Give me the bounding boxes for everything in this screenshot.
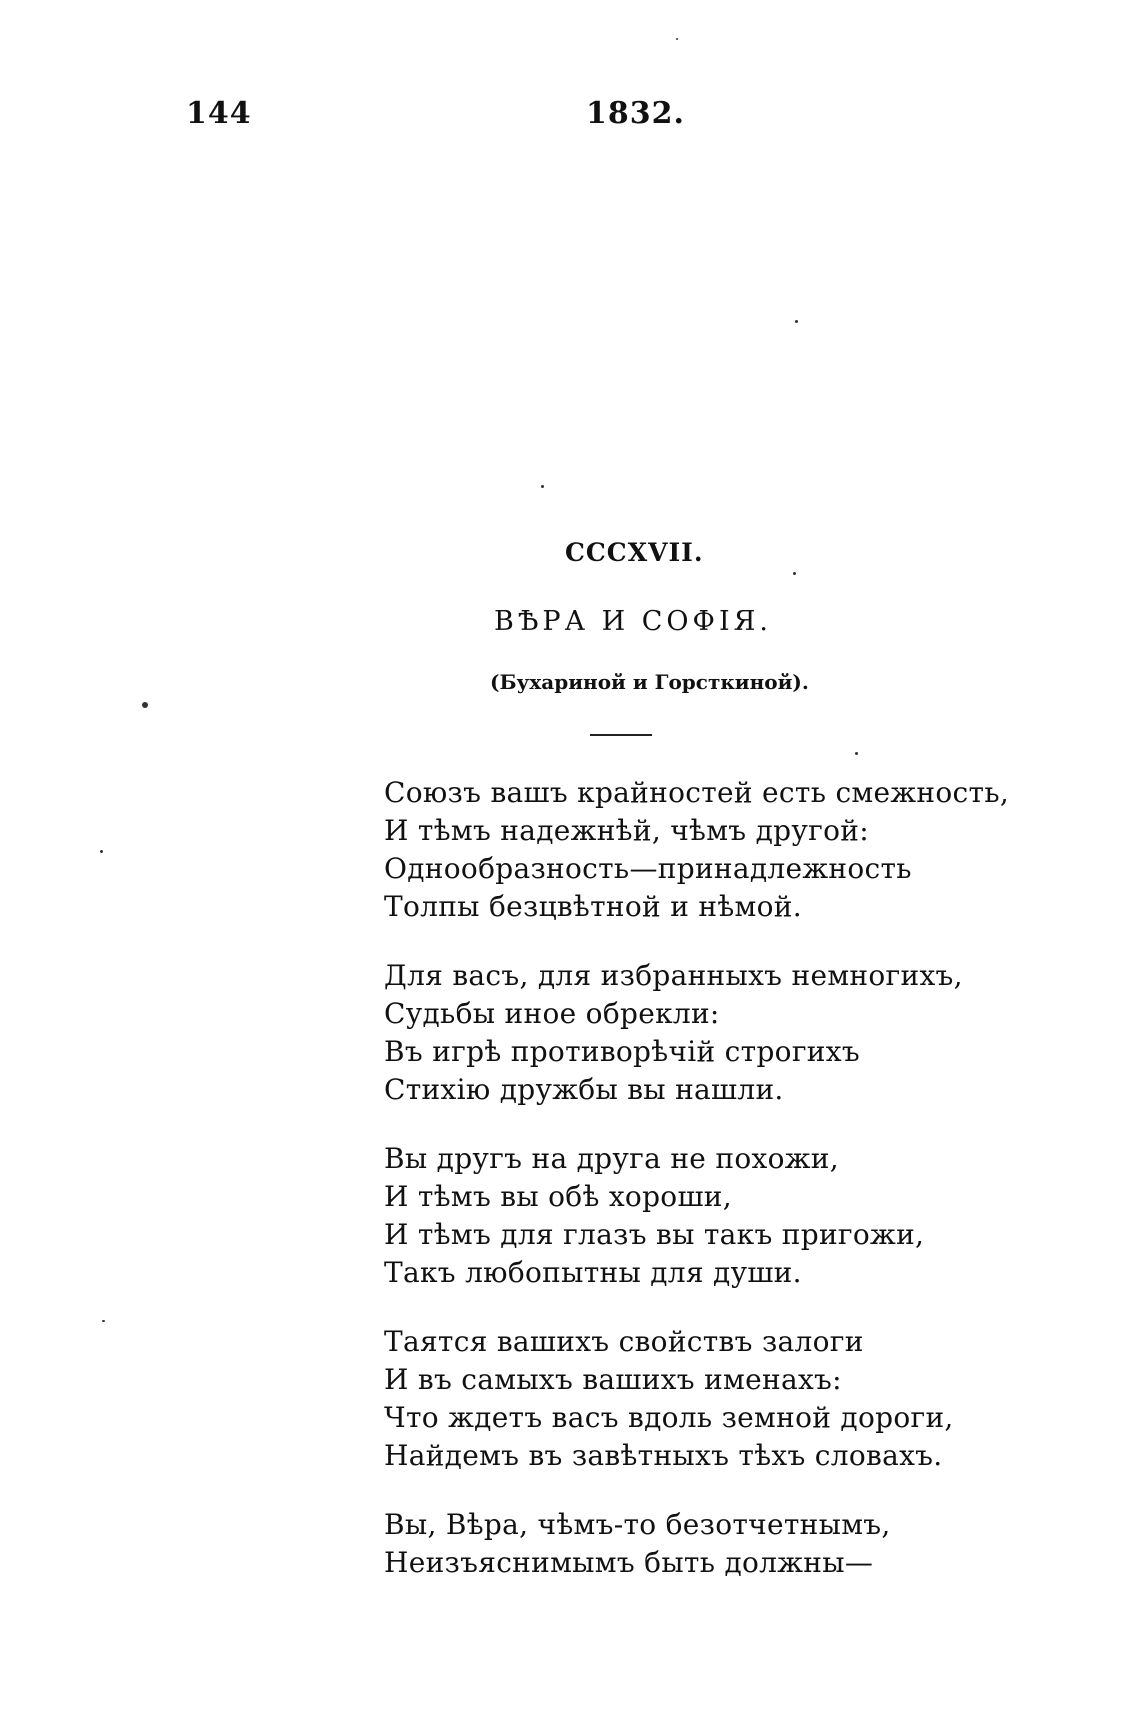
verse-line: Такъ любопытны для души. — [384, 1256, 802, 1289]
page-number: 144 — [186, 96, 252, 131]
scan-speck — [102, 1320, 105, 1322]
scan-speck — [541, 485, 544, 488]
scan-speck — [795, 320, 798, 323]
verse-line: И тѣмъ надежнѣй, чѣмъ другой: — [384, 814, 869, 847]
scan-speck — [793, 572, 796, 575]
poem-title: ВѢРА И СОФІЯ. — [494, 606, 772, 637]
verse-line: Вы другъ на друга не похожи, — [384, 1142, 839, 1175]
scan-speck — [142, 702, 148, 708]
scan-speck — [676, 38, 678, 40]
verse-line: Въ игрѣ противорѣчій строгихъ — [384, 1035, 860, 1068]
verse-line: И въ самыхъ вашихъ именахъ: — [384, 1363, 842, 1396]
stanza-2 — [384, 957, 1104, 1109]
stanza-1 — [384, 774, 1104, 926]
verse-line: Стихію дружбы вы нашли. — [384, 1073, 784, 1106]
verse-line: Для васъ, для избранныхъ немногихъ, — [384, 959, 963, 992]
verse-line: И тѣмъ для глазъ вы такъ пригожи, — [384, 1218, 925, 1251]
stanza-4 — [384, 1323, 1104, 1475]
scan-speck — [100, 850, 103, 853]
verse-line: Неизъяснимымъ быть должны— — [384, 1546, 874, 1579]
verse-line: Таятся вашихъ свойствъ залоги — [384, 1325, 864, 1358]
poem-dedication: (Бухариной и Горсткиной). — [490, 670, 809, 694]
verse-line: Толпы безцвѣтной и нѣмой. — [384, 890, 802, 923]
verse-line: И тѣмъ вы обѣ хороши, — [384, 1180, 732, 1213]
running-head-year: 1832. — [586, 96, 685, 131]
verse-line: Союзъ вашъ крайностей есть смежность, — [384, 776, 1010, 809]
title-divider — [590, 734, 652, 736]
verse-line: Судьбы иное обрекли: — [384, 997, 720, 1030]
poem-number: CCCXVII. — [565, 538, 704, 567]
verse-line: Вы, Вѣра, чѣмъ-то безотчетнымъ, — [384, 1508, 891, 1541]
verse-line: Однообразность—принадлежность — [384, 852, 912, 885]
scan-speck — [855, 752, 858, 755]
verse-line: Что ждетъ васъ вдоль земной дороги, — [384, 1401, 954, 1434]
stanza-5 — [384, 1506, 1104, 1582]
verse-line: Найдемъ въ завѣтныхъ тѣхъ словахъ. — [384, 1439, 943, 1472]
stanza-3 — [384, 1140, 1104, 1292]
